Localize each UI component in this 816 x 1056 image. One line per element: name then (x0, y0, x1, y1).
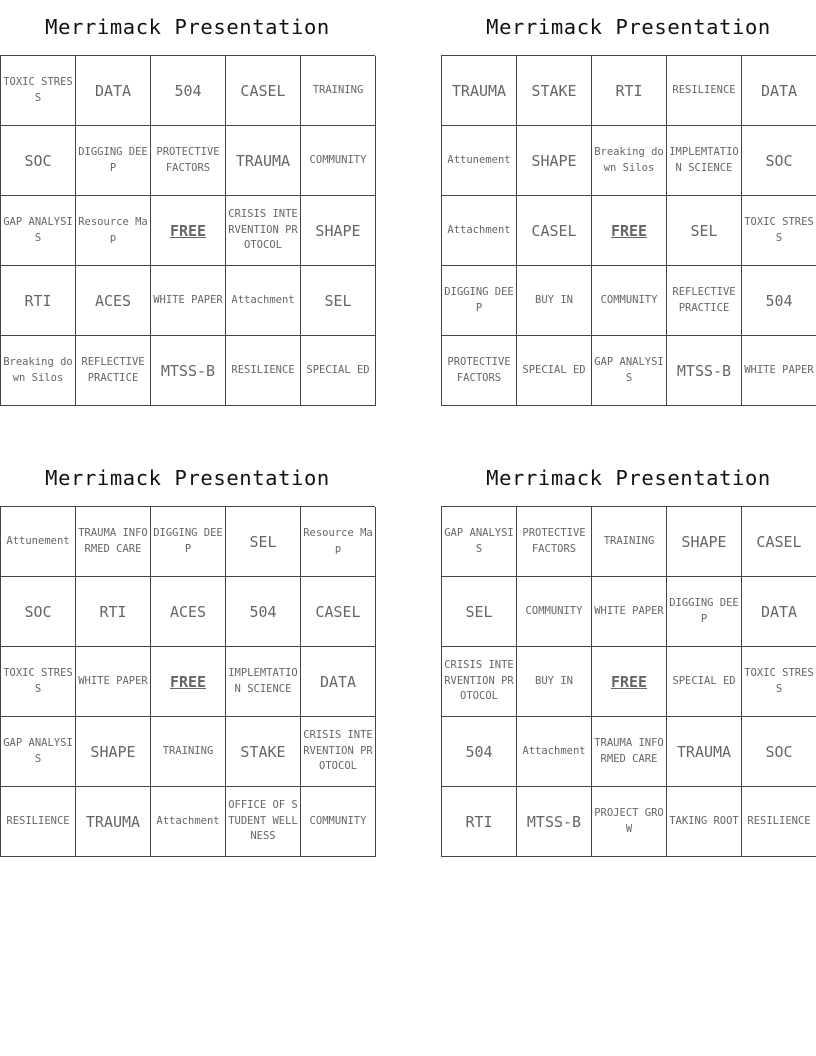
bingo-cell: SHAPE (667, 507, 742, 577)
bingo-cell: TRAINING (301, 56, 376, 126)
bingo-cell: CRISIS INTERVENTION PROTOCOL (442, 647, 517, 717)
bingo-cell: TOXIC STRESS (1, 56, 76, 126)
bingo-cell: SEL (667, 196, 742, 266)
card-title: Merrimack Presentation (45, 466, 330, 490)
bingo-cell: Breaking down Silos (1, 336, 76, 406)
bingo-cell: COMMUNITY (517, 577, 592, 647)
bingo-cell: STAKE (226, 717, 301, 787)
bingo-cell: IMPLEMTATION SCIENCE (226, 647, 301, 717)
bingo-cell: Resource Map (76, 196, 151, 266)
bingo-cell: Attachment (226, 266, 301, 336)
free-space: FREE (151, 196, 226, 266)
free-space: FREE (151, 647, 226, 717)
bingo-cell: GAP ANALYSIS (592, 336, 667, 406)
bingo-cell: 504 (442, 717, 517, 787)
bingo-cell: CASEL (742, 507, 816, 577)
card-title: Merrimack Presentation (45, 15, 330, 39)
bingo-cell: SOC (1, 126, 76, 196)
bingo-cell: IMPLEMTATION SCIENCE (667, 126, 742, 196)
bingo-cell: SEL (301, 266, 376, 336)
bingo-cell: DATA (742, 56, 816, 126)
bingo-cell: COMMUNITY (301, 126, 376, 196)
bingo-cell: Attachment (517, 717, 592, 787)
bingo-cell: TRAINING (592, 507, 667, 577)
bingo-cell: Attachment (442, 196, 517, 266)
bingo-cell: DATA (76, 56, 151, 126)
bingo-cell: TOXIC STRESS (742, 196, 816, 266)
bingo-cell: WHITE PAPER (592, 577, 667, 647)
bingo-cell: MTSS-B (151, 336, 226, 406)
bingo-cell: SPECIAL ED (517, 336, 592, 406)
bingo-cell: TRAUMA INFORMED CARE (76, 507, 151, 577)
bingo-cell: RTI (592, 56, 667, 126)
bingo-cell: SPECIAL ED (301, 336, 376, 406)
bingo-cell: CASEL (517, 196, 592, 266)
free-space: FREE (592, 647, 667, 717)
bingo-grid (0, 55, 375, 406)
bingo-cell: Breaking down Silos (592, 126, 667, 196)
bingo-cell: RESILIENCE (226, 336, 301, 406)
bingo-cell: DATA (742, 577, 816, 647)
bingo-cell: GAP ANALYSIS (1, 717, 76, 787)
bingo-cell: ACES (151, 577, 226, 647)
bingo-cell: 504 (742, 266, 816, 336)
bingo-cell: RESILIENCE (667, 56, 742, 126)
bingo-cell: SOC (1, 577, 76, 647)
bingo-cell: CASEL (226, 56, 301, 126)
bingo-cell: WHITE PAPER (742, 336, 816, 406)
bingo-cell: TRAUMA INFORMED CARE (592, 717, 667, 787)
bingo-cell: PROJECT GROW (592, 787, 667, 857)
bingo-card-2 (441, 0, 816, 406)
bingo-cell: 504 (226, 577, 301, 647)
bingo-cell: TRAINING (151, 717, 226, 787)
bingo-cell: MTSS-B (517, 787, 592, 857)
bingo-cell: SHAPE (301, 196, 376, 266)
bingo-cell: SOC (742, 126, 816, 196)
bingo-cell: BUY IN (517, 266, 592, 336)
bingo-cell: CRISIS INTERVENTION PROTOCOL (226, 196, 301, 266)
bingo-cell: MTSS-B (667, 336, 742, 406)
card-title: Merrimack Presentation (486, 466, 771, 490)
bingo-card-1 (0, 0, 375, 406)
bingo-cell: DIGGING DEEP (667, 577, 742, 647)
bingo-cell: DATA (301, 647, 376, 717)
bingo-cell: TRAUMA (226, 126, 301, 196)
bingo-cell: RTI (76, 577, 151, 647)
bingo-cell: DIGGING DEEP (151, 507, 226, 577)
bingo-cell: SEL (226, 507, 301, 577)
bingo-cell: 504 (151, 56, 226, 126)
bingo-grid (441, 506, 816, 857)
bingo-cell: TOXIC STRESS (1, 647, 76, 717)
bingo-cell: SOC (742, 717, 816, 787)
bingo-cell: Attunement (442, 126, 517, 196)
bingo-card-3 (0, 451, 375, 857)
bingo-cell: TAKING ROOT (667, 787, 742, 857)
bingo-cell: WHITE PAPER (76, 647, 151, 717)
card-title: Merrimack Presentation (486, 15, 771, 39)
bingo-cell: Resource Map (301, 507, 376, 577)
bingo-cell: TRAUMA (667, 717, 742, 787)
bingo-cell: RTI (442, 787, 517, 857)
bingo-cell: RESILIENCE (742, 787, 816, 857)
bingo-cell: CRISIS INTERVENTION PROTOCOL (301, 717, 376, 787)
bingo-cell: PROTECTIVE FACTORS (151, 126, 226, 196)
bingo-cell: COMMUNITY (592, 266, 667, 336)
bingo-cell: DIGGING DEEP (442, 266, 517, 336)
free-space: FREE (592, 196, 667, 266)
bingo-cell: TRAUMA (442, 56, 517, 126)
bingo-grid (0, 506, 375, 857)
bingo-grid (441, 55, 816, 406)
bingo-cell: SPECIAL ED (667, 647, 742, 717)
bingo-cell: DIGGING DEEP (76, 126, 151, 196)
bingo-cell: TOXIC STRESS (742, 647, 816, 717)
bingo-card-4 (441, 451, 816, 857)
bingo-cell: Attunement (1, 507, 76, 577)
bingo-cell: PROTECTIVE FACTORS (517, 507, 592, 577)
bingo-cell: CASEL (301, 577, 376, 647)
bingo-cell: SHAPE (517, 126, 592, 196)
bingo-cell: SEL (442, 577, 517, 647)
bingo-cell: TRAUMA (76, 787, 151, 857)
bingo-cell: REFLECTIVE PRACTICE (76, 336, 151, 406)
bingo-cell: OFFICE OF STUDENT WELLNESS (226, 787, 301, 857)
bingo-cell: RTI (1, 266, 76, 336)
bingo-cell: PROTECTIVE FACTORS (442, 336, 517, 406)
bingo-cell: GAP ANALYSIS (1, 196, 76, 266)
bingo-cell: RESILIENCE (1, 787, 76, 857)
bingo-cell: REFLECTIVE PRACTICE (667, 266, 742, 336)
bingo-cell: COMMUNITY (301, 787, 376, 857)
bingo-cell: Attachment (151, 787, 226, 857)
bingo-cell: ACES (76, 266, 151, 336)
bingo-cell: STAKE (517, 56, 592, 126)
bingo-cell: GAP ANALYSIS (442, 507, 517, 577)
bingo-cell: BUY IN (517, 647, 592, 717)
bingo-cell: WHITE PAPER (151, 266, 226, 336)
bingo-cell: SHAPE (76, 717, 151, 787)
